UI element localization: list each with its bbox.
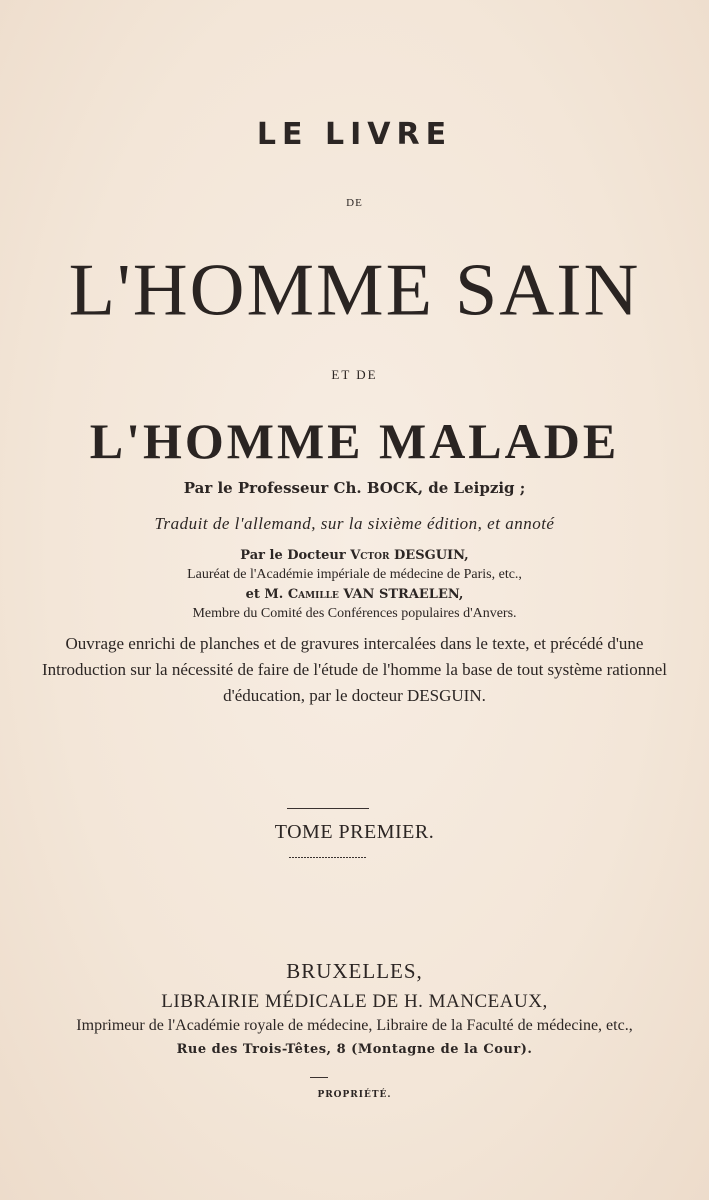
translator-2-first-name: Camille <box>287 587 339 602</box>
translator-1-prefix: Par le Docteur <box>240 548 346 563</box>
main-title: L'HOMME SAIN <box>68 248 641 332</box>
divider-rule-dotted <box>289 857 367 858</box>
translator-2-last-name: VAN STRAELEN, <box>343 587 464 602</box>
imprint-printer: Imprimeur de l'Académie royale de médecine, Libraire de la Faculté de médecine, etc., <box>76 1017 633 1034</box>
description-line-1: Ouvrage enrichi de planches et de gravures intercalées dans le texte, et précédé d'une <box>65 634 644 653</box>
divider-rule-short <box>310 1077 328 1078</box>
author-line: Par le Professeur Ch. BOCK, de Leipzig ; <box>183 479 526 497</box>
translator-1-first-name: Vctor <box>350 548 390 563</box>
translator-2 <box>0 588 709 601</box>
title-top: LE LIVRE <box>256 117 453 152</box>
translated-line: Traduit de l'allemand, sur la sixième édition, et annoté <box>154 514 555 533</box>
connector-et-de: ET DE <box>331 367 378 382</box>
imprint-publisher: LIBRAIRIE MÉDICALE DE H. MANCEAUX, <box>161 991 548 1012</box>
translator-1-last-name: DESGUIN, <box>394 548 469 563</box>
translator-2-prefix: et M. <box>245 587 284 602</box>
translator-1 <box>0 549 709 562</box>
translator-2-title: Membre du Comité des Conférences populaires d'Anvers. <box>192 606 517 621</box>
divider-rule <box>287 808 369 809</box>
second-title: L'HOMME MALADE <box>89 413 620 469</box>
description-line-2: Introduction sur la nécessité de faire de l'étude de l'homme la base de tout système rationnel <box>42 660 667 679</box>
translator-1-title: Lauréat de l'Académie impériale de médecine de Paris, etc., <box>187 567 522 582</box>
imprint-property: PROPRIÉTÉ. <box>317 1090 392 1100</box>
imprint-city: BRUXELLES, <box>286 959 423 983</box>
connector-de: DE <box>346 197 363 209</box>
description-line-3: d'éducation, par le docteur DESGUIN. <box>223 686 486 705</box>
imprint-address: Rue des Trois-Têtes, 8 (Montagne de la Cour). <box>176 1042 533 1057</box>
volume-label: TOME PREMIER. <box>274 821 435 843</box>
